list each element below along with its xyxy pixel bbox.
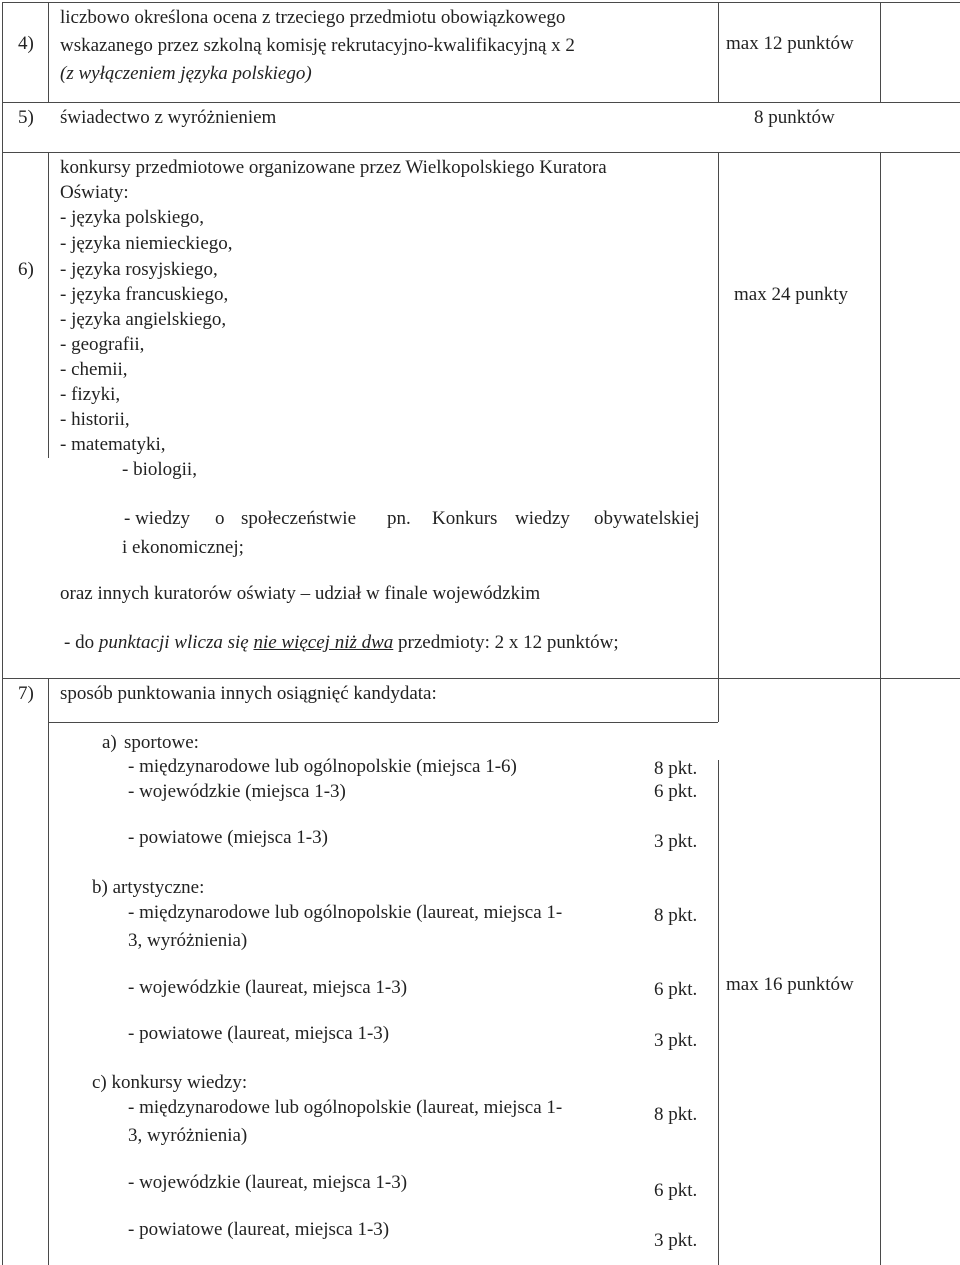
contest-international-pts: 8 pkt. [654, 1104, 698, 1125]
contest-voivodeship: - wojewódzkie (laureat, miejsca 1-3) [128, 1172, 408, 1193]
row-7-number: 7) [18, 683, 34, 704]
subject-russian: - języka rosyjskiego, [60, 259, 218, 280]
row-divider-6-7 [2, 678, 960, 679]
note-part-1: - do [64, 632, 99, 653]
row-4-line-1: liczbowo określona ocena z trzeciego przedmiotu obowiązkowego [60, 7, 566, 28]
subject-french: - języka francuskiego, [60, 284, 229, 305]
other-curators-line: oraz innych kuratorów oświaty – udział w finale wojewódzkim [60, 583, 541, 604]
points-column-border [718, 2, 719, 102]
subject-chemistry: - chemii, [60, 359, 128, 380]
row-divider-5-6 [2, 152, 960, 153]
scoring-note [64, 631, 619, 655]
wos-word: wiedzy [515, 508, 570, 529]
subject-geography: - geografii, [60, 334, 145, 355]
wos-word: o [215, 508, 225, 529]
row-6-points: max 24 punkty [734, 284, 848, 305]
row-6-line: konkursy przedmiotowe organizowane przez Wielkopolskiego Kuratora [60, 157, 607, 178]
row-7-points: max 16 punktów [726, 974, 854, 995]
subject-physics: - fizyki, [60, 384, 121, 405]
contest-international-line-2: 3, wyróżnienia) [128, 1125, 248, 1146]
section-b-title: b) artystyczne: [92, 877, 205, 898]
subject-math: - matematyki, [60, 434, 166, 455]
row-5-text: świadectwo z wyróżnieniem [60, 107, 277, 128]
table-right-border [880, 2, 881, 102]
wos-word: obywatelskiej [594, 508, 700, 529]
row-4-line-2: wskazanego przez szkolną komisję rekrutacyjno-kwalifikacyjną x 2 [60, 35, 575, 56]
table-top-border [2, 2, 960, 3]
subject-history: - historii, [60, 409, 130, 430]
row-divider-4-5 [2, 102, 960, 103]
wos-word: pn. [387, 508, 411, 529]
subject-german: - języka niemieckiego, [60, 233, 233, 254]
contest-voivodeship-pts: 6 pkt. [654, 1180, 698, 1201]
table-left-border [2, 2, 3, 1265]
row-4-line-3: (z wyłączeniem języka polskiego) [60, 63, 312, 84]
num-column-border-7 [48, 678, 49, 1265]
row-6-number: 6) [18, 259, 34, 280]
row-4-points: max 12 punktów [726, 33, 854, 54]
art-district: - powiatowe (laureat, miejsca 1-3) [128, 1023, 390, 1044]
art-district-pts: 3 pkt. [654, 1030, 698, 1051]
subject-english: - języka angielskiego, [60, 309, 227, 330]
sport-international-pts: 8 pkt. [654, 758, 698, 779]
subject-polish: - języka polskiego, [60, 207, 205, 228]
subrow-divider-7 [48, 722, 718, 723]
row-4-number: 4) [18, 33, 34, 54]
art-voivodeship-pts: 6 pkt. [654, 979, 698, 1000]
art-international-line-2: 3, wyróżnienia) [128, 930, 248, 951]
sport-voivodeship-pts: 6 pkt. [654, 781, 698, 802]
note-part-4: przedmioty: 2 x 12 punktów; [393, 632, 619, 653]
row-5-points: 8 punktów [754, 107, 835, 128]
sport-voivodeship: - wojewódzkie (miejsca 1-3) [128, 781, 346, 802]
wos-line-2: i ekonomicznej; [122, 537, 244, 558]
note-part-2: punktacji wlicza się [98, 632, 254, 653]
row-7-heading: sposób punktowania innych osiągnięć kandydata: [60, 683, 437, 704]
num-column-border [48, 2, 49, 102]
points-column-border-7b [718, 760, 719, 1265]
num-column-border-6 [48, 152, 49, 458]
wos-word: społeczeństwie [241, 508, 357, 529]
sport-district-pts: 3 pkt. [654, 831, 698, 852]
row-6-line: Oświaty: [60, 182, 129, 203]
section-c-title: c) konkursy wiedzy: [92, 1072, 248, 1093]
contest-international-line-1: - międzynarodowe lub ogólnopolskie (laureat, miejsca 1- [128, 1097, 563, 1118]
art-international-pts: 8 pkt. [654, 905, 698, 926]
table-right-border-6 [880, 152, 881, 1265]
points-column-border-6 [718, 152, 719, 678]
sport-district: - powiatowe (miejsca 1-3) [128, 827, 328, 848]
section-a-label: a) [102, 732, 117, 753]
note-part-3: nie więcej niż dwa [253, 632, 394, 653]
wos-word: Konkurs [432, 508, 498, 529]
art-voivodeship: - wojewódzkie (laureat, miejsca 1-3) [128, 977, 408, 998]
section-a-title: sportowe: [124, 732, 199, 753]
contest-district-pts: 3 pkt. [654, 1230, 698, 1251]
subject-biology: - biologii, [122, 459, 197, 480]
row-5-number: 5) [18, 107, 34, 128]
wos-word: - wiedzy [124, 508, 190, 529]
sport-international: - międzynarodowe lub ogólnopolskie (miejsca 1-6) [128, 756, 517, 777]
points-column-border-7 [718, 678, 719, 722]
art-international-line-1: - międzynarodowe lub ogólnopolskie (laureat, miejsca 1- [128, 902, 563, 923]
contest-district: - powiatowe (laureat, miejsca 1-3) [128, 1219, 390, 1240]
